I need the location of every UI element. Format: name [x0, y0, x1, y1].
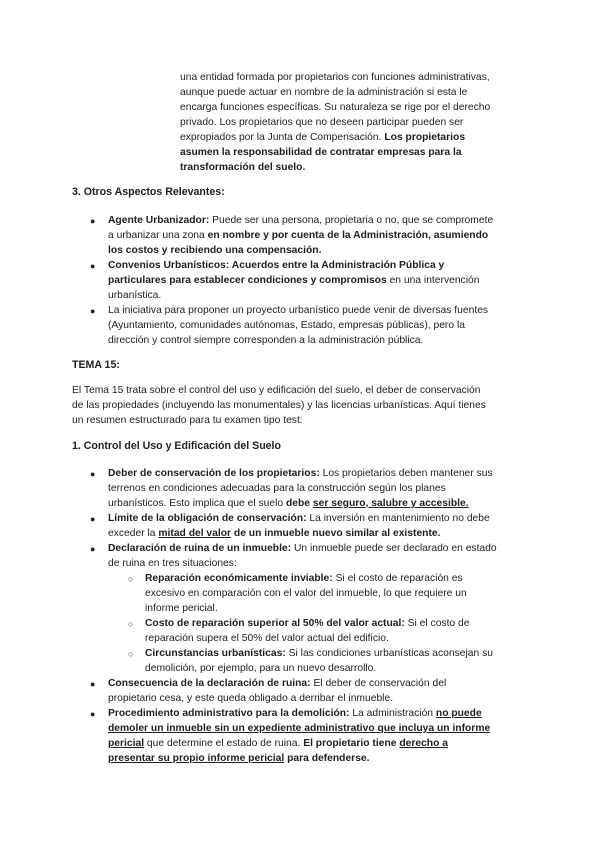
ruina-line-1: Declaración de ruina de un inmueble: Un inmueble puede ser declarado en estado — [108, 543, 497, 554]
deber-line-1: Deber de conservación de los propietarios: Los propietarios deben mantener sus — [108, 468, 493, 479]
intro-bold-1: Los propietarios — [384, 132, 466, 143]
intro-line-4: privado. Los propietarios que no deseen participar pueden ser — [180, 117, 464, 128]
limite-line-2: exceder la mitad del valor de un inmueble nuevo similar al existente. — [108, 528, 441, 539]
intro-line-3: encarga funciones específicas. Su naturaleza se rige por el derecho — [180, 102, 491, 113]
intro-line-5: expropiados por la Junta de Compensación. Los propietarios — [180, 132, 466, 143]
bullet-icon: ● — [90, 709, 96, 719]
consecuencia-line-1: Consecuencia de la declaración de ruina: El deber de conservación del — [108, 678, 447, 689]
convenios-line-3: urbanística. — [108, 290, 162, 301]
procedimiento-line-1: Procedimiento administrativo para la demolición: La administración no puede — [108, 708, 482, 719]
tema-15-intro-2: de las propiedades (incluyendo las monumentales) y las licencias urbanísticas. Aquí tienes — [72, 400, 486, 411]
ruina-sub1-line-1: Reparación económicamente inviable: Si el costo de reparación es — [145, 573, 463, 584]
ruina-sub2-line-2: reparación supera el 50% del valor actual del edificio. — [145, 633, 389, 644]
circle-bullet-icon: ○ — [128, 619, 134, 629]
procedimiento-line-4: presentar su propio informe pericial para defenderse. — [108, 753, 370, 764]
ruina-line-2: de ruina en tres situaciones: — [108, 558, 237, 569]
convenios-line-2: particulares para establecer condiciones y compromisos en una intervención — [108, 275, 480, 286]
agente-line-3: los costos y recibiendo una compensación. — [108, 245, 322, 256]
section-1-heading: 1. Control del Uso y Edificación del Suelo — [72, 440, 281, 452]
convenios-line-1: Convenios Urbanísticos: Acuerdos entre la Administración Pública y — [108, 260, 445, 271]
agente-line-1: Agente Urbanizador: Puede ser una persona, propietaria o no, que se compromete — [108, 215, 494, 226]
ruina-sub2-line-1: Costo de reparación superior al 50% del valor actual: Si el costo de — [145, 618, 470, 629]
intro-line-2: aunque puede actuar en nombre de la administración si esta le — [180, 87, 468, 98]
circle-bullet-icon: ○ — [128, 649, 134, 659]
limite-line-1: Límite de la obligación de conservación: La inversión en mantenimiento no debe — [108, 513, 490, 524]
procedimiento-line-2: demoler un inmueble sin un expediente administrativo que incluya un informe — [108, 723, 491, 734]
section-3-heading: 3. Otros Aspectos Relevantes: — [72, 186, 225, 198]
bullet-icon: ● — [90, 544, 96, 554]
bullet-icon: ● — [90, 216, 96, 226]
tema-15-intro-1: El Tema 15 trata sobre el control del uso y edificación del suelo, el deber de conservación — [72, 385, 481, 396]
bullet-icon: ● — [90, 306, 96, 316]
bullet-icon: ● — [90, 261, 96, 271]
intro-line-1: una entidad formada por propietarios con funciones administrativas, — [180, 72, 490, 83]
ruina-sub1-line-2: excesivo en comparación con el valor del inmueble, lo que requiere un — [145, 588, 467, 599]
agente-line-2: a urbanizar una zona en nombre y por cuenta de la Administración, asumiendo — [108, 230, 489, 241]
iniciativa-line-3: dirección y control siempre corresponden a la administración pública. — [108, 335, 424, 346]
iniciativa-line-2: (Ayuntamiento, comunidades autónomas, Estado, empresas públicas), pero la — [108, 320, 465, 331]
consecuencia-line-2: propietario cesa, y este queda obligado a derribar el inmueble. — [108, 693, 394, 704]
bullet-icon: ● — [90, 469, 96, 479]
circle-bullet-icon: ○ — [128, 574, 134, 584]
tema-15-intro-3: un resumen estructurado para tu examen tipo test: — [72, 415, 303, 426]
intro-bold-3: transformación del suelo. — [180, 162, 306, 173]
iniciativa-line-1: La iniciativa para proponer un proyecto urbanístico puede venir de diversas fuentes — [108, 305, 489, 316]
ruina-sub1-line-3: informe pericial. — [145, 603, 218, 614]
bullet-icon: ● — [90, 514, 96, 524]
ruina-sub3-line-1: Circunstancias urbanísticas: Si las condiciones urbanísticas aconsejan su — [145, 648, 493, 659]
intro-bold-2: asumen la responsabilidad de contratar empresas para la — [180, 147, 462, 158]
deber-line-2: terrenos en condiciones adecuadas para la construcción según los planes — [108, 483, 446, 494]
tema-15-heading: TEMA 15: — [72, 359, 120, 371]
bullet-icon: ● — [90, 679, 96, 689]
ruina-sub3-line-2: demolición, por ejemplo, para un nuevo desarrollo. — [145, 663, 377, 674]
deber-line-3: urbanísticos. Esto implica que el suelo debe ser seguro, salubre y accesible. — [108, 498, 469, 509]
procedimiento-line-3: pericial que determine el estado de ruina. El propietario tiene derecho a — [108, 738, 448, 749]
